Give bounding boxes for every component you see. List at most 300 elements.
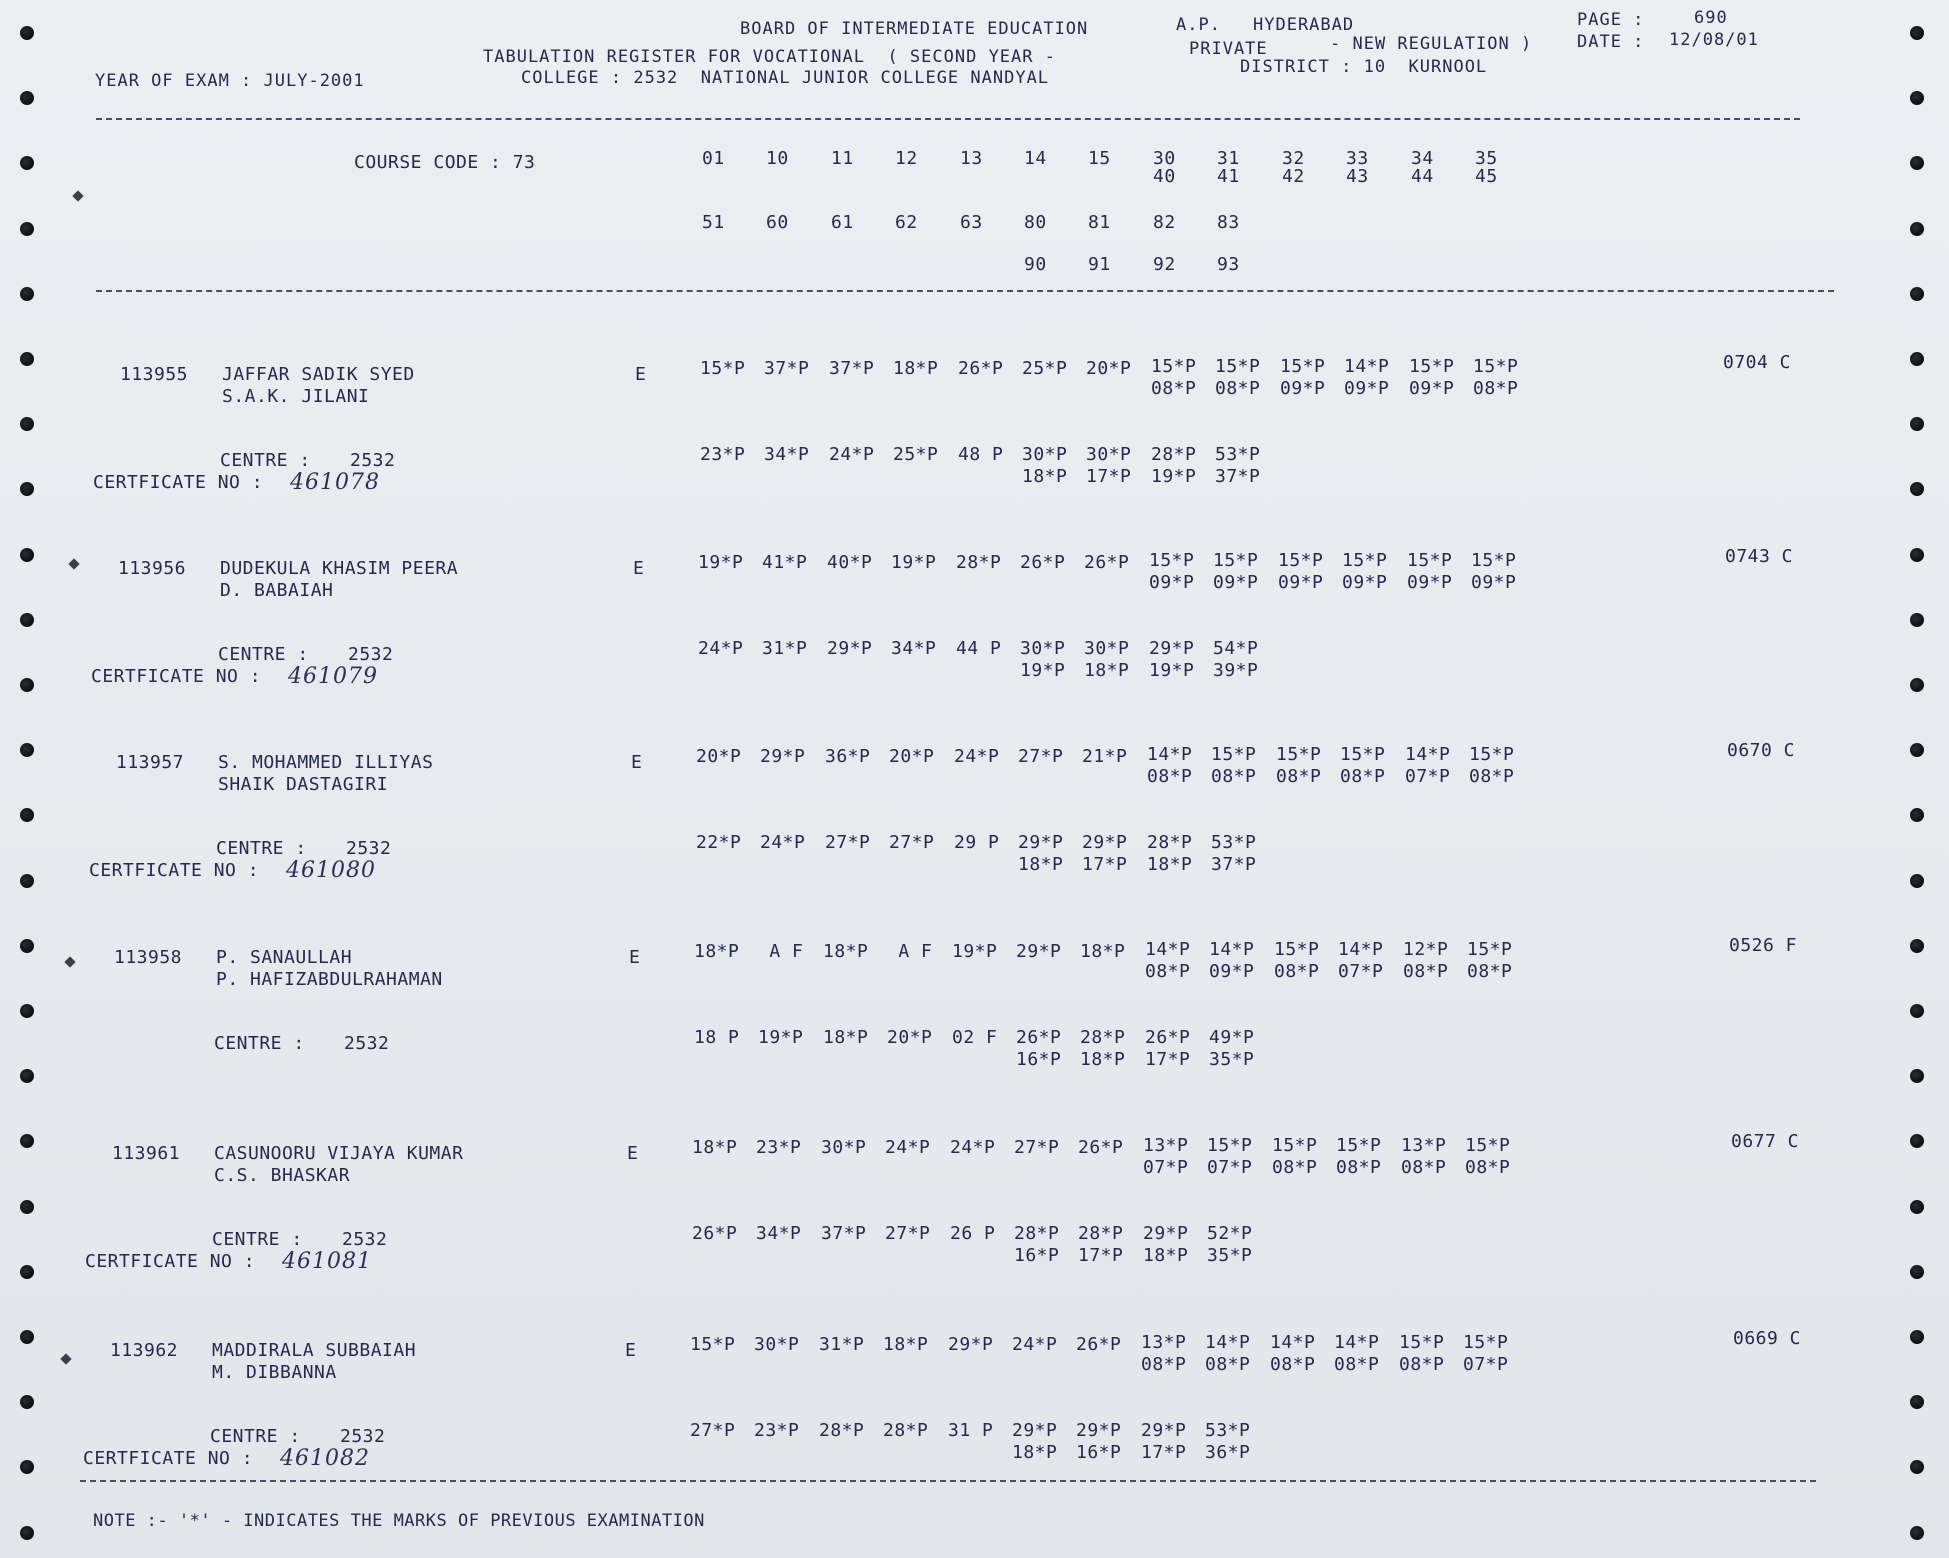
marks-cell: 08*P xyxy=(1340,766,1386,787)
subject-code: 43 xyxy=(1346,166,1369,187)
total-and-result: 0670 C xyxy=(1727,740,1796,761)
marks-cell: 18*P xyxy=(823,1027,869,1048)
medium-code: E xyxy=(629,947,641,968)
feed-hole xyxy=(1910,26,1924,40)
marks-cell: 15*P xyxy=(1280,356,1326,377)
marks-cell: 15*P xyxy=(1276,744,1322,765)
marks-cell: 30*P xyxy=(1086,444,1132,465)
regulation-label: - NEW REGULATION ) xyxy=(1330,34,1533,54)
feed-hole xyxy=(20,222,34,236)
marks-cell: 37*P xyxy=(764,358,810,379)
marks-cell: 34*P xyxy=(891,638,937,659)
feed-hole xyxy=(1910,939,1924,953)
total-and-result: 0526 F xyxy=(1729,935,1798,956)
marks-cell: 31*P xyxy=(762,638,808,659)
marks-cell: 27*P xyxy=(690,1420,736,1441)
marks-cell: 08*P xyxy=(1334,1354,1380,1375)
marks-cell: 08*P xyxy=(1205,1354,1251,1375)
subject-code: 63 xyxy=(960,212,983,233)
student-name: JAFFAR SADIK SYED xyxy=(222,364,415,385)
marks-cell: 52*P xyxy=(1207,1223,1253,1244)
feed-hole xyxy=(20,26,34,40)
feed-hole xyxy=(20,1069,34,1083)
marks-cell: 37*P xyxy=(1215,466,1261,487)
subject-code: 62 xyxy=(895,212,918,233)
marks-cell: 18*P xyxy=(1018,854,1064,875)
centre-code: 2532 xyxy=(348,644,394,665)
feed-hole xyxy=(20,743,34,757)
marks-cell: 24*P xyxy=(760,832,806,853)
marks-cell: 19*P xyxy=(1149,660,1195,681)
marks-cell: 15*P xyxy=(1463,1332,1509,1353)
marks-cell: 16*P xyxy=(1014,1245,1060,1266)
marks-cell: 14*P xyxy=(1270,1332,1316,1353)
marks-cell: 28*P xyxy=(1014,1223,1060,1244)
marks-cell: 29*P xyxy=(1016,941,1062,962)
marks-cell: 26*P xyxy=(1076,1334,1122,1355)
marks-cell: 09*P xyxy=(1407,572,1453,593)
feed-hole xyxy=(1910,91,1924,105)
marks-cell: 08*P xyxy=(1215,378,1261,399)
marks-cell: 15*P xyxy=(1272,1135,1318,1156)
marks-cell: 36*P xyxy=(1205,1442,1251,1463)
tractor-feed-holes-right xyxy=(1896,0,1936,1558)
subject-code: 34 xyxy=(1411,148,1434,169)
hall-ticket-number: 113957 xyxy=(116,752,185,773)
marks-cell: 18*P xyxy=(1084,660,1130,681)
marks-cell: 07*P xyxy=(1207,1157,1253,1178)
marks-cell: 37*P xyxy=(829,358,875,379)
feed-hole xyxy=(1910,287,1924,301)
marks-cell: 15*P xyxy=(1471,550,1517,571)
subject-code: 35 xyxy=(1475,148,1498,169)
subject-code: 32 xyxy=(1282,148,1305,169)
feed-hole xyxy=(20,1200,34,1214)
marks-cell: 31*P xyxy=(819,1334,865,1355)
feed-hole xyxy=(1910,613,1924,627)
centre-label: CENTRE : xyxy=(216,838,307,859)
marks-cell: 08*P xyxy=(1147,766,1193,787)
feed-hole xyxy=(1910,1395,1924,1409)
marks-cell: 15*P xyxy=(1274,939,1320,960)
marks-cell: 35*P xyxy=(1207,1245,1253,1266)
subject-code: 93 xyxy=(1217,254,1240,275)
centre-label: CENTRE : xyxy=(212,1229,303,1250)
marks-cell: 14*P xyxy=(1209,939,1255,960)
marks-cell: 40*P xyxy=(827,552,873,573)
feed-hole xyxy=(1910,743,1924,757)
marks-cell: 08*P xyxy=(1141,1354,1187,1375)
marks-cell: 15*P xyxy=(690,1334,736,1355)
feed-hole xyxy=(1910,1460,1924,1474)
marks-cell: 24*P xyxy=(698,638,744,659)
marks-cell: 18*P xyxy=(1080,1049,1126,1070)
subject-code: 15 xyxy=(1088,148,1111,169)
subject-code: 31 xyxy=(1217,148,1240,169)
marks-cell: 29*P xyxy=(1143,1223,1189,1244)
marks-cell: 15*P xyxy=(1473,356,1519,377)
feed-hole xyxy=(20,156,34,170)
marks-cell: 15*P xyxy=(700,358,746,379)
marks-cell: 09*P xyxy=(1213,572,1259,593)
subject-code: 92 xyxy=(1153,254,1176,275)
margin-tick xyxy=(72,190,83,201)
certificate-number-handwritten: 461080 xyxy=(286,858,376,883)
marks-cell: 36*P xyxy=(825,746,871,767)
feed-hole xyxy=(20,482,34,496)
subject-code: 10 xyxy=(766,148,789,169)
marks-cell: 09*P xyxy=(1278,572,1324,593)
subject-code: 91 xyxy=(1088,254,1111,275)
feed-hole xyxy=(1910,222,1924,236)
header-divider xyxy=(96,118,1800,120)
marks-cell: 08*P xyxy=(1399,1354,1445,1375)
marks-cell: 13*P xyxy=(1143,1135,1189,1156)
subject-code: 51 xyxy=(702,212,725,233)
marks-cell: 26*P xyxy=(692,1223,738,1244)
marks-cell: A F xyxy=(887,941,933,962)
marks-cell: 19*P xyxy=(758,1027,804,1048)
marks-cell: A F xyxy=(758,941,804,962)
feed-hole xyxy=(20,874,34,888)
marks-cell: 08*P xyxy=(1274,961,1320,982)
certificate-label: CERTFICATE NO : xyxy=(91,666,262,687)
marks-cell: 19*P xyxy=(952,941,998,962)
feed-hole xyxy=(1910,808,1924,822)
marks-cell: 07*P xyxy=(1338,961,1384,982)
marks-cell: 15*P xyxy=(1467,939,1513,960)
marks-cell: 29*P xyxy=(1149,638,1195,659)
marks-cell: 18*P xyxy=(1080,941,1126,962)
course-divider xyxy=(96,290,1834,292)
marks-cell: 12*P xyxy=(1403,939,1449,960)
marks-cell: 08*P xyxy=(1211,766,1257,787)
medium-code: E xyxy=(631,752,643,773)
marks-cell: 31 P xyxy=(948,1420,994,1441)
father-name: D. BABAIAH xyxy=(220,580,334,601)
marks-cell: 29*P xyxy=(948,1334,994,1355)
marks-cell: 14*P xyxy=(1334,1332,1380,1353)
centre-code: 2532 xyxy=(350,450,396,471)
marks-cell: 30*P xyxy=(1022,444,1068,465)
marks-cell: 20*P xyxy=(889,746,935,767)
marks-cell: 14*P xyxy=(1338,939,1384,960)
feed-hole xyxy=(20,808,34,822)
feed-hole xyxy=(20,287,34,301)
centre-code: 2532 xyxy=(344,1033,390,1054)
marks-cell: 15*P xyxy=(1149,550,1195,571)
marks-cell: 48 P xyxy=(958,444,1004,465)
marks-cell: 23*P xyxy=(756,1137,802,1158)
subject-code: 12 xyxy=(895,148,918,169)
feed-hole xyxy=(20,548,34,562)
feed-hole xyxy=(20,1004,34,1018)
marks-cell: 15*P xyxy=(1207,1135,1253,1156)
father-name: P. HAFIZABDULRAHAMAN xyxy=(216,969,443,990)
subject-code: 80 xyxy=(1024,212,1047,233)
hall-ticket-number: 113955 xyxy=(120,364,189,385)
marks-cell: 34*P xyxy=(756,1223,802,1244)
year-of-exam: YEAR OF EXAM : JULY-2001 xyxy=(95,71,365,91)
marks-cell: 08*P xyxy=(1467,961,1513,982)
marks-cell: 15*P xyxy=(1213,550,1259,571)
certificate-number-handwritten: 461078 xyxy=(290,470,380,495)
marks-cell: 28*P xyxy=(819,1420,865,1441)
medium-code: E xyxy=(633,558,645,579)
marks-cell: 27*P xyxy=(825,832,871,853)
marks-cell: 27*P xyxy=(885,1223,931,1244)
total-and-result: 0704 C xyxy=(1723,352,1792,373)
marks-cell: 19*P xyxy=(891,552,937,573)
marks-cell: 19*P xyxy=(1020,660,1066,681)
marks-cell: 29*P xyxy=(1018,832,1064,853)
date-label: DATE : xyxy=(1577,32,1645,52)
college-label: COLLEGE : 2532 NATIONAL JUNIOR COLLEGE NANDYAL xyxy=(521,68,1050,88)
medium-code: E xyxy=(627,1143,639,1164)
private-label: PRIVATE xyxy=(1189,39,1268,59)
marks-cell: 29*P xyxy=(827,638,873,659)
marks-cell: 27*P xyxy=(889,832,935,853)
feed-hole xyxy=(20,1526,34,1540)
marks-cell: 18*P xyxy=(883,1334,929,1355)
marks-cell: 09*P xyxy=(1344,378,1390,399)
centre-label: CENTRE : xyxy=(210,1426,301,1447)
marks-cell: 28*P xyxy=(1151,444,1197,465)
certificate-label: CERTFICATE NO : xyxy=(89,860,260,881)
marks-cell: 07*P xyxy=(1463,1354,1509,1375)
subject-code: 61 xyxy=(831,212,854,233)
student-name: CASUNOORU VIJAYA KUMAR xyxy=(214,1143,464,1164)
marks-cell: 13*P xyxy=(1141,1332,1187,1353)
marks-cell: 28*P xyxy=(1078,1223,1124,1244)
marks-cell: 08*P xyxy=(1151,378,1197,399)
centre-code: 2532 xyxy=(340,1426,386,1447)
marks-cell: 18 P xyxy=(694,1027,740,1048)
marks-cell: 13*P xyxy=(1401,1135,1447,1156)
feed-hole xyxy=(1910,548,1924,562)
subject-code: 45 xyxy=(1475,166,1498,187)
marks-cell: 08*P xyxy=(1145,961,1191,982)
footer-note: NOTE :- '*' - INDICATES THE MARKS OF PREVIOUS EXAMINATION xyxy=(93,1511,705,1531)
total-and-result: 0677 C xyxy=(1731,1131,1800,1152)
subject-code: 83 xyxy=(1217,212,1240,233)
marks-cell: 15*P xyxy=(1211,744,1257,765)
marks-cell: 17*P xyxy=(1086,466,1132,487)
footer-divider xyxy=(80,1480,1816,1482)
marks-cell: 30*P xyxy=(821,1137,867,1158)
medium-code: E xyxy=(635,364,647,385)
marks-cell: 08*P xyxy=(1403,961,1449,982)
marks-cell: 14*P xyxy=(1145,939,1191,960)
marks-cell: 39*P xyxy=(1213,660,1259,681)
page-label: PAGE : xyxy=(1577,10,1645,30)
marks-cell: 53*P xyxy=(1215,444,1261,465)
hall-ticket-number: 113961 xyxy=(112,1143,181,1164)
subject-code: 40 xyxy=(1153,166,1176,187)
marks-cell: 30*P xyxy=(754,1334,800,1355)
feed-hole xyxy=(1910,874,1924,888)
feed-hole xyxy=(20,352,34,366)
feed-hole xyxy=(20,417,34,431)
marks-cell: 15*P xyxy=(1399,1332,1445,1353)
hall-ticket-number: 113958 xyxy=(114,947,183,968)
marks-cell: 19*P xyxy=(1151,466,1197,487)
subject-code: 81 xyxy=(1088,212,1111,233)
marks-cell: 34*P xyxy=(764,444,810,465)
marks-cell: 18*P xyxy=(692,1137,738,1158)
student-name: S. MOHAMMED ILLIYAS xyxy=(218,752,434,773)
marks-cell: 18*P xyxy=(823,941,869,962)
marks-cell: 24*P xyxy=(950,1137,996,1158)
student-name: P. SANAULLAH xyxy=(216,947,353,968)
centre-code: 2532 xyxy=(346,838,392,859)
marks-cell: 28*P xyxy=(956,552,1002,573)
state-label: A.P. xyxy=(1176,15,1221,35)
marks-cell: 15*P xyxy=(1465,1135,1511,1156)
feed-hole xyxy=(1910,156,1924,170)
centre-label: CENTRE : xyxy=(214,1033,305,1054)
feed-hole xyxy=(1910,1265,1924,1279)
marks-cell: 24*P xyxy=(885,1137,931,1158)
subject-code: 33 xyxy=(1346,148,1369,169)
marks-cell: 28*P xyxy=(1080,1027,1126,1048)
marks-cell: 35*P xyxy=(1209,1049,1255,1070)
marks-cell: 18*P xyxy=(1012,1442,1058,1463)
subject-code: 82 xyxy=(1153,212,1176,233)
marks-cell: 14*P xyxy=(1147,744,1193,765)
total-and-result: 0669 C xyxy=(1733,1328,1802,1349)
marks-cell: 17*P xyxy=(1145,1049,1191,1070)
marks-cell: 27*P xyxy=(1018,746,1064,767)
marks-cell: 07*P xyxy=(1405,766,1451,787)
marks-cell: 15*P xyxy=(1215,356,1261,377)
marks-cell: 16*P xyxy=(1016,1049,1062,1070)
feed-hole xyxy=(1910,1330,1924,1344)
marks-cell: 08*P xyxy=(1276,766,1322,787)
marks-cell: 15*P xyxy=(1151,356,1197,377)
marks-cell: 29*P xyxy=(1012,1420,1058,1441)
marks-cell: 15*P xyxy=(1469,744,1515,765)
marks-cell: 29*P xyxy=(1076,1420,1122,1441)
feed-hole xyxy=(1910,1200,1924,1214)
marks-cell: 14*P xyxy=(1405,744,1451,765)
feed-hole xyxy=(1910,417,1924,431)
marks-cell: 19*P xyxy=(698,552,744,573)
feed-hole xyxy=(1910,482,1924,496)
marks-cell: 18*P xyxy=(1143,1245,1189,1266)
centre-label: CENTRE : xyxy=(220,450,311,471)
hall-ticket-number: 113956 xyxy=(118,558,187,579)
marks-cell: 28*P xyxy=(883,1420,929,1441)
marks-cell: 09*P xyxy=(1149,572,1195,593)
father-name: S.A.K. JILANI xyxy=(222,386,370,407)
marks-cell: 07*P xyxy=(1143,1157,1189,1178)
marks-cell: 26*P xyxy=(1020,552,1066,573)
marks-cell: 37*P xyxy=(1211,854,1257,875)
marks-cell: 20*P xyxy=(1086,358,1132,379)
marks-cell: 08*P xyxy=(1473,378,1519,399)
course-code-label: COURSE CODE : 73 xyxy=(354,152,536,173)
marks-cell: 26*P xyxy=(1078,1137,1124,1158)
marks-cell: 09*P xyxy=(1209,961,1255,982)
subject-code: 41 xyxy=(1217,166,1240,187)
marks-cell: 14*P xyxy=(1344,356,1390,377)
student-name: DUDEKULA KHASIM PEERA xyxy=(220,558,459,579)
student-name: MADDIRALA SUBBAIAH xyxy=(212,1340,417,1361)
marks-cell: 18*P xyxy=(893,358,939,379)
father-name: M. DIBBANNA xyxy=(212,1362,337,1383)
marks-cell: 30*P xyxy=(1084,638,1130,659)
feed-hole xyxy=(20,939,34,953)
marks-cell: 26*P xyxy=(1145,1027,1191,1048)
marks-cell: 49*P xyxy=(1209,1027,1255,1048)
feed-hole xyxy=(1910,1004,1924,1018)
board-title: BOARD OF INTERMEDIATE EDUCATION xyxy=(740,19,1089,39)
marks-cell: 20*P xyxy=(887,1027,933,1048)
certificate-number-handwritten: 461081 xyxy=(282,1249,372,1274)
marks-cell: 08*P xyxy=(1336,1157,1382,1178)
marks-cell: 17*P xyxy=(1141,1442,1187,1463)
marks-cell: 37*P xyxy=(821,1223,867,1244)
certificate-number-handwritten: 461082 xyxy=(280,1446,370,1471)
margin-tick xyxy=(60,1353,71,1364)
marks-cell: 30*P xyxy=(1020,638,1066,659)
total-and-result: 0743 C xyxy=(1725,546,1794,567)
centre-label: CENTRE : xyxy=(218,644,309,665)
marks-cell: 15*P xyxy=(1342,550,1388,571)
marks-cell: 09*P xyxy=(1409,378,1455,399)
marks-cell: 08*P xyxy=(1465,1157,1511,1178)
subject-code: 42 xyxy=(1282,166,1305,187)
margin-tick xyxy=(68,558,79,569)
certificate-number-handwritten: 461079 xyxy=(288,664,378,689)
feed-hole xyxy=(20,91,34,105)
feed-hole xyxy=(1910,1134,1924,1148)
marks-cell: 25*P xyxy=(893,444,939,465)
district-label: DISTRICT : 10 KURNOOL xyxy=(1240,57,1488,77)
marks-cell: 23*P xyxy=(700,444,746,465)
marks-cell: 15*P xyxy=(1336,1135,1382,1156)
marks-cell: 25*P xyxy=(1022,358,1068,379)
marks-cell: 09*P xyxy=(1342,572,1388,593)
certificate-label: CERTFICATE NO : xyxy=(85,1251,256,1272)
feed-hole xyxy=(1910,1069,1924,1083)
marks-cell: 09*P xyxy=(1280,378,1326,399)
marks-cell: 24*P xyxy=(954,746,1000,767)
page-number: 690 xyxy=(1694,8,1728,28)
centre-code: 2532 xyxy=(342,1229,388,1250)
certificate-label: CERTFICATE NO : xyxy=(83,1448,254,1469)
certificate-label: CERTFICATE NO : xyxy=(93,472,264,493)
feed-hole xyxy=(20,1265,34,1279)
hall-ticket-number: 113962 xyxy=(110,1340,179,1361)
marks-cell: 27*P xyxy=(1014,1137,1060,1158)
feed-hole xyxy=(1910,352,1924,366)
marks-cell: 21*P xyxy=(1082,746,1128,767)
marks-cell: 18*P xyxy=(1022,466,1068,487)
feed-hole xyxy=(1910,678,1924,692)
city-label: HYDERABAD xyxy=(1253,15,1355,35)
marks-cell: 26*P xyxy=(1084,552,1130,573)
marks-cell: 20*P xyxy=(696,746,742,767)
marks-cell: 08*P xyxy=(1401,1157,1447,1178)
marks-cell: 29*P xyxy=(1141,1420,1187,1441)
feed-hole xyxy=(20,1395,34,1409)
subject-code: 44 xyxy=(1411,166,1434,187)
marks-cell: 22*P xyxy=(696,832,742,853)
feed-hole xyxy=(1910,1526,1924,1540)
marks-cell: 29*P xyxy=(760,746,806,767)
